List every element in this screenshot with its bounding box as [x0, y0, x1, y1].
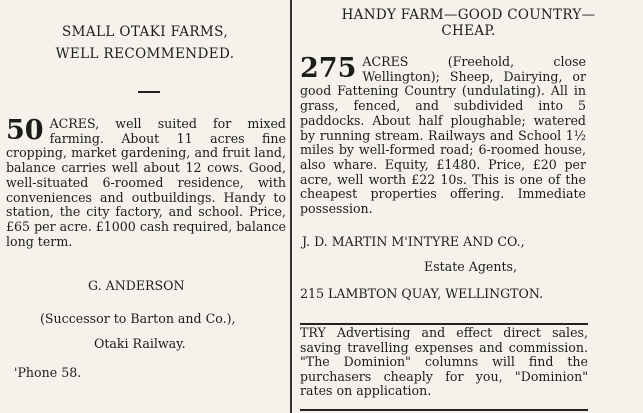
ad-box-bottom-rule	[300, 409, 588, 411]
left-agent-location: Otaki Railway.	[94, 336, 186, 351]
left-body	[6, 117, 286, 249]
right-body-text: ACRES (Freehold, close Wellington); Sheep, Dairying, or good Fattening Country (undulating). All in grass, fenced, and subdivided into 5 paddocks. About half ploughable; watered by running stream. Railways and School 1½ miles by well-formed road; 6-roomed house, also whare. Equity, £1480. Price, £20 per acre, well worth £22 10s. This is one of the cheapest properties offering. Immediate possession.	[300, 54, 586, 217]
right-agent-name: J. D. MARTIN M'INTYRE AND CO.,	[302, 234, 525, 249]
left-acre-number: 50	[6, 115, 44, 146]
left-agent-note: (Successor to Barton and Co.),	[40, 311, 236, 326]
right-heading-line2: CHEAP.	[441, 23, 496, 39]
left-agent-name: G. ANDERSON	[88, 278, 185, 293]
column-divider	[290, 0, 292, 413]
right-body	[300, 55, 586, 217]
right-agent-address: 215 LAMBTON QUAY, WELLINGTON.	[300, 286, 544, 301]
left-advertisement	[0, 0, 290, 413]
left-heading-line2: WELL RECOMMENDED.	[55, 46, 235, 62]
right-heading-line1: HANDY FARM—GOOD COUNTRY—	[341, 7, 596, 23]
right-acre-number: 275	[300, 53, 357, 84]
left-heading-line1: SMALL OTAKI FARMS,	[61, 24, 229, 40]
left-phone: 'Phone 58.	[14, 365, 82, 380]
left-short-rule	[138, 91, 160, 93]
left-body-text: ACRES, well suited for mixed farming. About 11 acres fine cropping, market gardening, and fruit land, balance carries well about 12 cows. Good, well-situated 6-roomed residence, with conveniences and outbuildings. Handy to station, the city factory, and school. Price, £65 per acre. £1000 cash required, balance long term.	[6, 116, 286, 249]
dominion-advertising-notice: TRY Advertising and effect direct sales, saving travelling expenses and commission. "The Dominion" columns will find the purchasers cheaply for you, "Dominion" rates on application.	[300, 325, 588, 399]
right-agent-role: Estate Agents,	[424, 259, 517, 274]
